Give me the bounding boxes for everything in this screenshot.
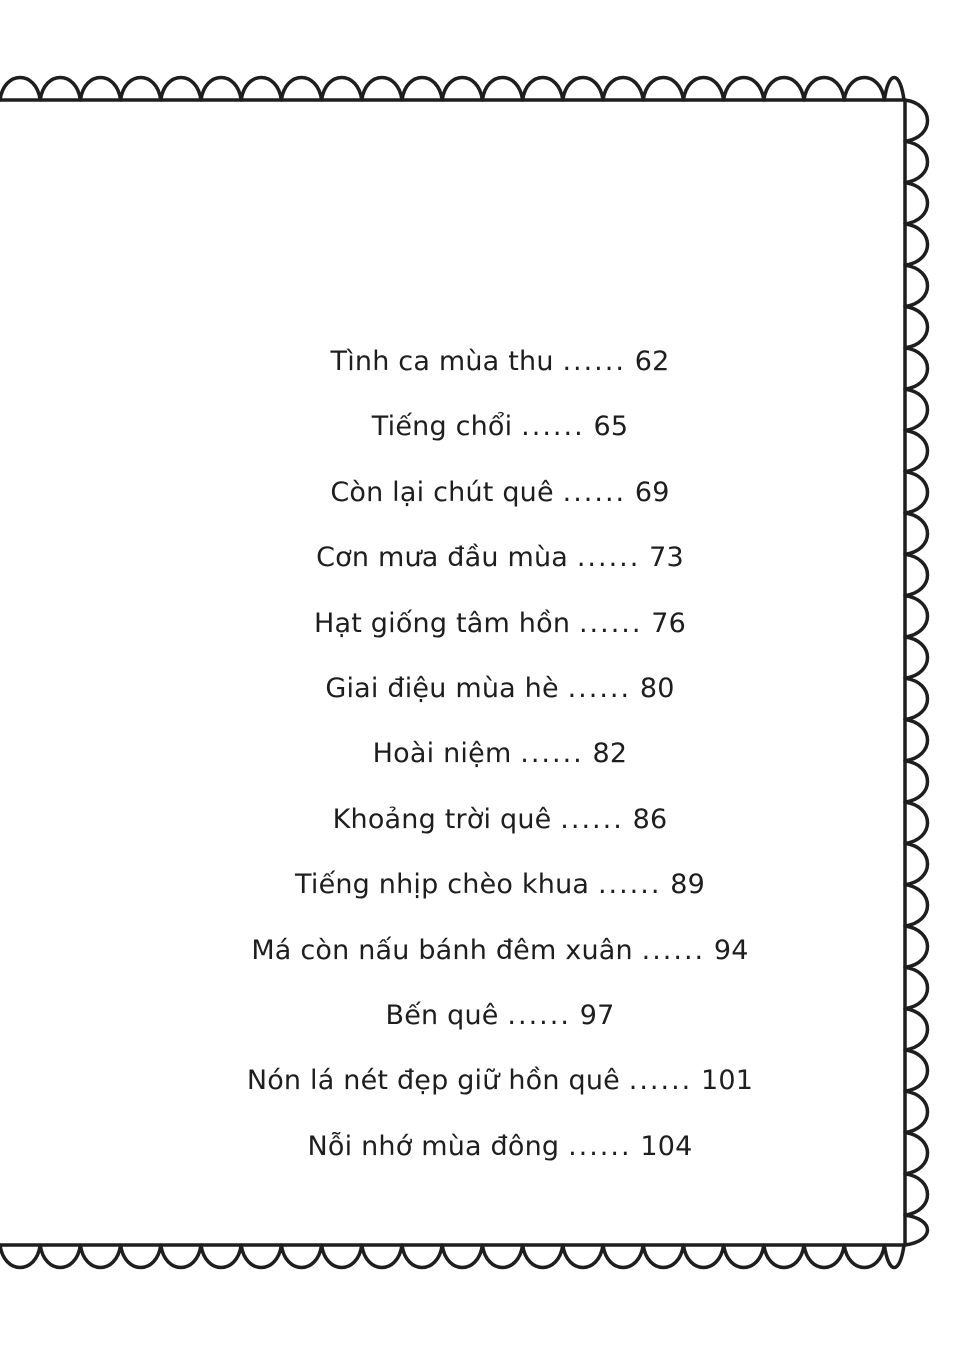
toc-entry-page: 65 (593, 411, 629, 443)
toc-entry-page: 89 (670, 869, 705, 901)
toc-entry (0, 1124, 977, 1189)
toc-entry (0, 339, 977, 404)
table-of-contents (0, 339, 977, 1189)
toc-entry-title: Tiếng nhịp chèo khua (295, 869, 590, 901)
toc-entry-title: Nón lá nét đẹp giữ hồn quê (246, 1065, 620, 1097)
toc-entry-title: Tiếng chổi (371, 411, 513, 443)
toc-entry-title: Tình ca mùa thu (330, 346, 554, 377)
toc-entry-title: Khoảng trời quê (332, 803, 552, 835)
toc-dot-leader: ...... (520, 738, 584, 770)
toc-entry (0, 470, 977, 535)
toc-entry (0, 666, 977, 731)
toc-entry-title: Hạt giống tâm hồn (313, 607, 571, 639)
toc-entry-title: Hoài niệm (372, 738, 512, 770)
toc-dot-leader: ...... (562, 476, 627, 508)
toc-entry (0, 993, 977, 1058)
frame-bottom-scallops (0, 1245, 904, 1268)
toc-entry-page: 62 (634, 346, 670, 377)
toc-entry-page: 104 (640, 1130, 693, 1162)
toc-entry-title: Bến quê (385, 999, 499, 1031)
toc-entry-page: 94 (713, 934, 749, 966)
toc-dot-leader: ...... (568, 1130, 632, 1162)
toc-entry-title: Cơn mưa đầu mùa (316, 542, 569, 574)
toc-dot-leader: ...... (507, 999, 571, 1031)
toc-entry-title: Nỗi nhớ mùa đông (307, 1130, 560, 1162)
toc-entry-page: 82 (592, 738, 628, 770)
toc-entry-page: 101 (701, 1065, 754, 1097)
toc-entry-page: 97 (579, 999, 615, 1031)
toc-entry (0, 1058, 977, 1123)
toc-entry (0, 862, 977, 927)
toc-entry-title: Giai điệu mùa hè (325, 672, 559, 704)
toc-entry (0, 928, 977, 993)
toc-dot-leader: ...... (562, 346, 626, 377)
toc-dot-leader: ...... (576, 542, 641, 574)
toc-dot-leader: ...... (578, 607, 643, 639)
toc-entry-page: 86 (632, 803, 668, 835)
toc-dot-leader: ...... (628, 1065, 693, 1097)
toc-entry-page: 73 (649, 542, 684, 574)
toc-entry (0, 601, 977, 666)
toc-dot-leader: ...... (560, 803, 624, 835)
toc-entry-title: Má còn nấu bánh đêm xuân (251, 934, 633, 966)
toc-entry-page: 69 (634, 476, 670, 508)
toc-entry-page: 76 (651, 607, 687, 639)
toc-entry (0, 797, 977, 862)
frame-top-scallops (0, 78, 904, 101)
toc-entry (0, 731, 977, 796)
toc-dot-leader: ...... (521, 411, 585, 443)
toc-entry (0, 404, 977, 469)
toc-entry-title: Còn lại chút quê (330, 476, 554, 508)
toc-entry (0, 535, 977, 600)
toc-dot-leader: ...... (597, 869, 662, 901)
toc-entry-page: 80 (639, 672, 675, 704)
toc-dot-leader: ...... (641, 934, 706, 966)
toc-dot-leader: ...... (567, 672, 632, 704)
